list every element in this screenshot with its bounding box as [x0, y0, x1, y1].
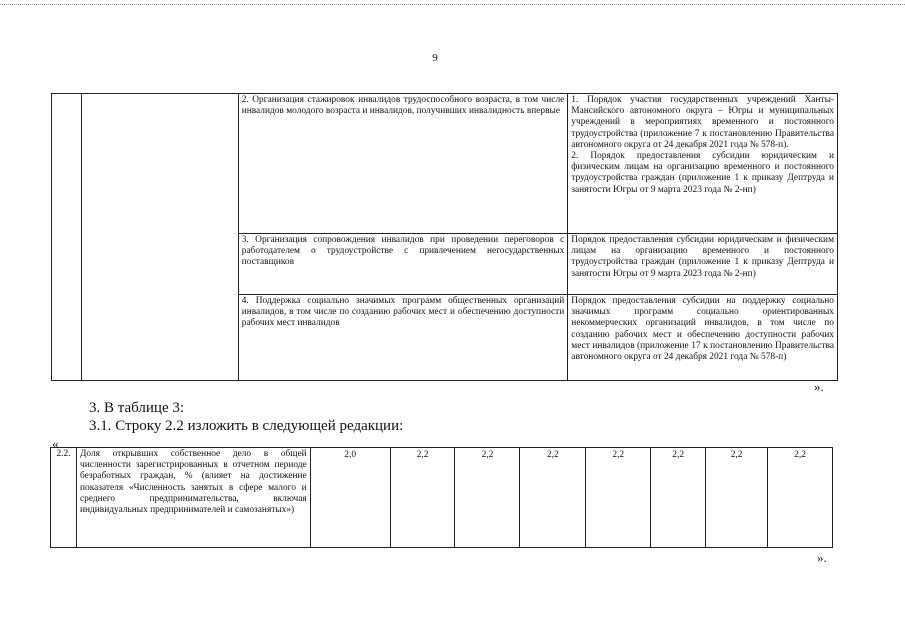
value-cell: 2,2 [768, 448, 833, 548]
measures-table [51, 93, 838, 381]
value-cell: 2,2 [586, 448, 651, 548]
scan-border-line [0, 4, 905, 5]
table-row [52, 94, 838, 234]
basis-cell [568, 295, 838, 381]
basis-paragraph: Порядок предоставления субсидии на поддержку социально значимых программ социально ориентированных некоммерческих организаций инвалидов, в том числе по созданию рабочих мест и обеспечению доступности рабочих мест инвалидов (приложение 17 к постановлению Правительства автономного округа от 24 декабря 2021 года № 578-п) [571, 296, 834, 363]
table-cell-empty [81, 94, 238, 381]
row-code: 2.2. [51, 448, 77, 548]
indicator-table [50, 447, 833, 548]
page-number: 9 [432, 52, 438, 64]
activity-cell: 2. Организация стажировок инвалидов трудоспособного возраста, в том числе инвалидов молодого возраста и инвалидов, получивших инвалидность впервые [238, 94, 568, 234]
indicator-name: Доля открывших собственное дело в общей численности зарегистрированных в отчетном периоде безработных граждан, % (влияет на достижение показателя «Численность занятых в сфере малого и среднего предпринимательства, включая индивидуальных предпринимателей и самозанятых») [76, 448, 310, 548]
value-cell: 2,2 [520, 448, 586, 548]
activity-cell: 3. Организация сопровождения инвалидов при проведении переговоров с работодателем о трудоустройстве с привлечением негосударственных поставщиков [238, 234, 568, 295]
basis-paragraph: 1. Порядок участия государственных учреждений Ханты-Мансийского автономного округа – Югры и муниципальных учреждений в мероприятиях временного и постоянного трудоустройства (приложение 7 к постановлению Правительства автономного округа от 24 декабря 2021 года № 578-п). [571, 95, 834, 150]
closing-quote: ». [814, 379, 824, 394]
table-row [51, 448, 833, 548]
value-cell: 2,2 [706, 448, 768, 548]
value-cell: 2,0 [310, 448, 390, 548]
section-subheading: 3.1. Строку 2.2 изложить в следующей редакции: [89, 418, 404, 434]
section-heading: 3. В таблице 3: [89, 400, 185, 416]
value-cell: 2,2 [651, 448, 706, 548]
basis-cell [568, 234, 838, 295]
value-cell: 2,2 [390, 448, 455, 548]
basis-paragraph: Порядок предоставления субсидии юридическим и физическим лицам на организацию временного и постоянного трудоустройства граждан (приложение 1 к приказу Дептруда и занятости Югры от 9 марта 2023 года № 2-нп) [571, 235, 834, 279]
basis-cell [568, 94, 838, 234]
table-cell-empty [52, 94, 82, 381]
activity-cell: 4. Поддержка социально значимых программ общественных организаций инвалидов, в том числе по созданию рабочих мест и обеспечению доступности рабочих мест инвалидов [238, 295, 568, 381]
basis-paragraph: 2. Порядок предоставления субсидии юридическим и физическим лицам на организацию временного и постоянного трудоустройства граждан (приложение 1 к приказу Дептруда и занятости Югры от 9 марта 2023 года № 2-нп) [571, 151, 834, 195]
value-cell: 2,2 [455, 448, 520, 548]
closing-quote: ». [817, 550, 827, 565]
opening-quote: « [52, 436, 59, 451]
